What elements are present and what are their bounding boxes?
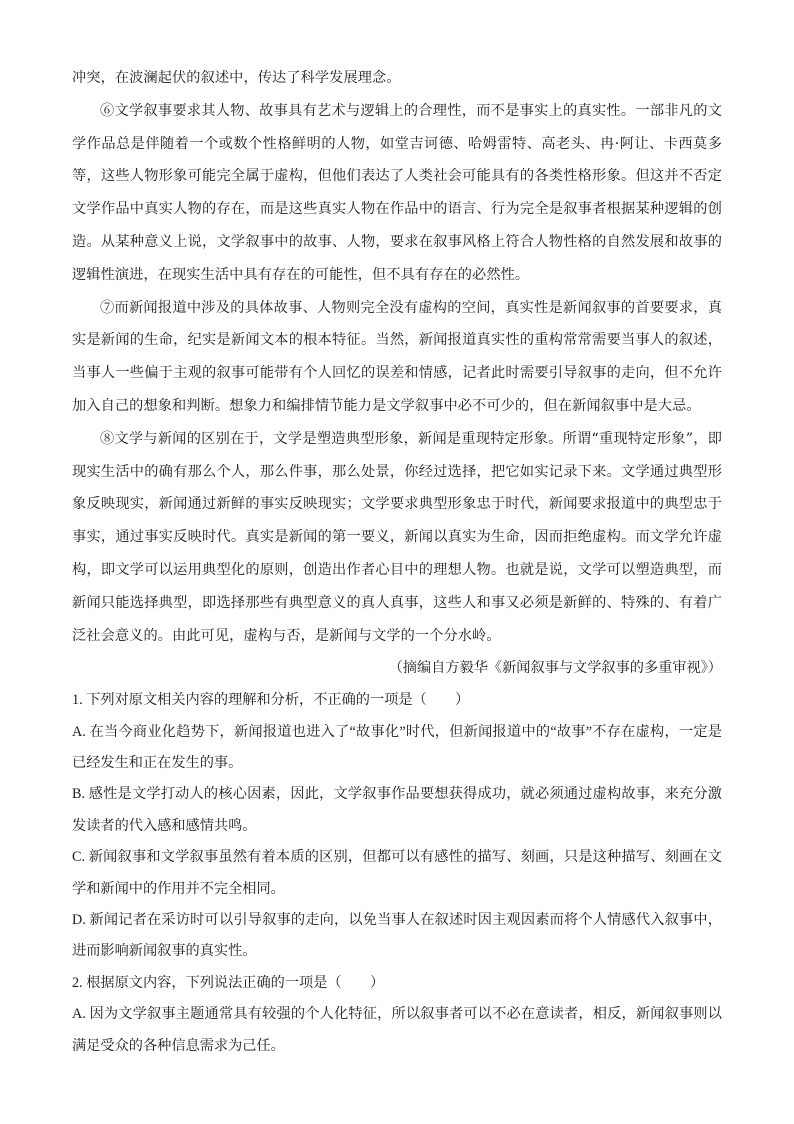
paragraph-7: ⑦而新闻报道中涉及的具体故事、人物则完全没有虚构的空间，真实性是新闻叙事的首要要求，真实是新闻的生命，纪实是新闻文本的根本特征。当然，新闻报道真实性的重构常常需要当事人的叙述，当事人一些偏于主观的叙事可能带有个人回忆的误差和情感，记者此时需要引导叙事的走向，但不允许加入自己的想象和判断。想象力和编排情节能力是文学叙事中必不可少的，但在新闻叙事中是大忌。 bbox=[72, 299, 722, 414]
question-2-stem: 2. 根据原文内容，下列说法正确的一项是（ ） bbox=[72, 974, 385, 991]
paragraph-6: ⑥文学叙事要求其人物、故事具有艺术与逻辑上的合理性，而不是事实上的真实性。一部非凡的文学作品总是伴随着一个或数个性格鲜明的人物，如堂吉诃德、哈姆雷特、高老头、冉·阿让、卡西莫多等，这些人物形象可能完全属于虚构，但他们表达了人类社会可能具有的各类性格形象。但这并不否定文学作品中真实人物的存在，而是这些真实人物在作品中的语言、行为完全是叙事者根据某种逻辑的创造。从某种意义上说，文学叙事中的故事、人物，要求在叙事风格上符合人物性格的自然发展和故事的逻辑性演进，在现实生活中具有存在的可能性，但不具有存在的必然性。 bbox=[72, 102, 722, 283]
question-1-option-a: A. 在当今商业化趋势下，新闻报道也进入了“故事化”时代，但新闻报道中的“故事”不存在虚构，一定是已经发生和正在发生的事。 bbox=[72, 723, 722, 771]
paragraph-continuation: 冲突，在波澜起伏的叙述中，传达了科学发展理念。 bbox=[72, 70, 401, 86]
article-source: （摘编自方毅华《新闻叙事与文学叙事的多重审视》） bbox=[388, 660, 722, 677]
question-2-option-a: A. 因为文学叙事主题通常具有较强的个人化特征，所以叙事者可以不必在意读者，相反，新闻叙事则以满足受众的各种信息需求为己任。 bbox=[72, 1006, 722, 1054]
question-1-option-b: B. 感性是文学打动人的核心因素，因此，文学叙事作品要想获得成功，就必须通过虚构故事，来充分激发读者的代入感和感情共鸣。 bbox=[72, 786, 722, 834]
paragraph-8: ⑧文学与新闻的区别在于，文学是塑造典型形象，新闻是重现特定形象。所谓“重现特定形象”，即现实生活中的确有那么个人，那么件事，那么处景，你经过选择，把它如实记录下来。文学通过典型形象反映现实，新闻通过新鲜的事实反映现实；文学要求典型形象忠于时代，新闻要求报道中的典型忠于事实，通过事实反映时代。真实是新闻的第一要义，新闻以真实为生命，因而拒绝虚构。而文学允许虚构，即文学可以运用典型化的原则，创造出作者心目中的理想人物。也就是说，文学可以塑造典型，而新闻只能选择典型，即选择那些有典型意义的真人真事，这些人和事又必须是新鲜的、特殊的、有着广泛社会意义的。由此可见，虚构与否，是新闻与文学的一个分水岭。 bbox=[72, 430, 722, 644]
document-page bbox=[72, 62, 722, 1062]
question-1-option-c: C. 新闻叙事和文学叙事虽然有着本质的区别，但都可以有感性的描写、刻画，只是这种描写、刻画在文学和新闻中的作用并不完全相同。 bbox=[72, 849, 722, 897]
question-1-stem: 1. 下列对原文相关内容的理解和分析，不正确的一项是（ ） bbox=[72, 692, 470, 709]
question-1-option-d: D. 新闻记者在采访时可以引导叙事的走向，以免当事人在叙述时因主观因素而将个人情感代入叙事中，进而影响新闻叙事的真实性。 bbox=[72, 911, 722, 960]
